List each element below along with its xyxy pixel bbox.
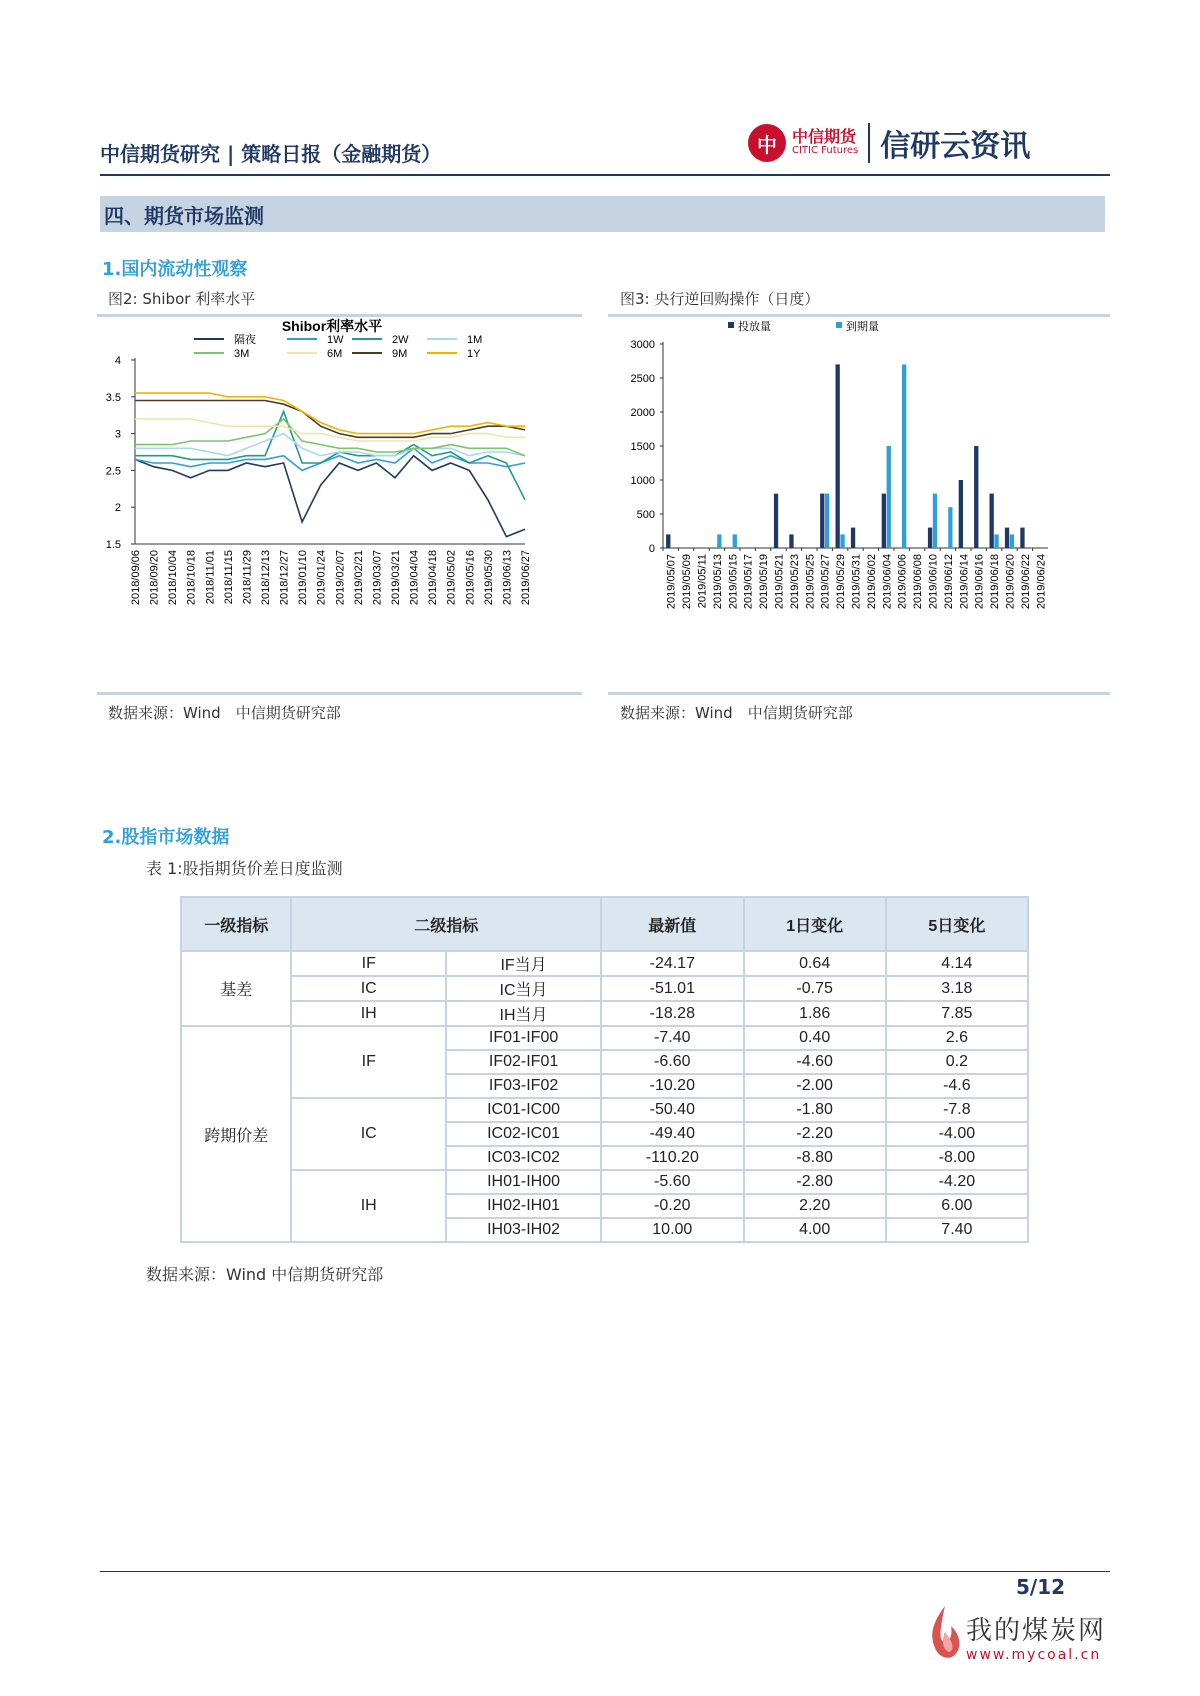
cell-latest: -49.40 bbox=[601, 1122, 743, 1146]
cell-latest: -5.60 bbox=[601, 1170, 743, 1194]
legend-label: 到期量 bbox=[846, 321, 879, 333]
cell-contract: IC03-IC02 bbox=[446, 1146, 601, 1170]
cell-1d: 4.00 bbox=[744, 1218, 886, 1242]
cell-contract: IF02-IF01 bbox=[446, 1050, 601, 1074]
x-tick-label: 2019/06/06 bbox=[896, 554, 909, 610]
logo bbox=[748, 120, 1030, 166]
cell-1d: 2.20 bbox=[744, 1194, 886, 1218]
cell-1d: 1.86 bbox=[744, 1001, 886, 1026]
cell-1d: -2.00 bbox=[744, 1074, 886, 1098]
table-row bbox=[181, 1098, 1028, 1122]
shibor-line-chart bbox=[97, 318, 582, 690]
x-tick-label: 2019/06/13 bbox=[501, 550, 514, 606]
bar bbox=[902, 364, 906, 548]
cell-latest: -110.20 bbox=[601, 1146, 743, 1170]
figure-2-caption: 图2: Shibor 利率水平 bbox=[108, 290, 256, 308]
x-tick-label: 2018/11/15 bbox=[222, 550, 235, 605]
cell-latest: -24.17 bbox=[601, 951, 743, 976]
bar bbox=[774, 494, 778, 548]
legend-swatch bbox=[836, 322, 842, 328]
y-tick-label: 3000 bbox=[630, 339, 655, 351]
bar bbox=[928, 528, 932, 548]
series-line bbox=[135, 434, 525, 456]
x-tick-label: 2019/05/23 bbox=[788, 554, 801, 610]
cell-index: IH bbox=[291, 1001, 446, 1026]
y-tick-label: 500 bbox=[636, 509, 655, 521]
cell-1d: 0.64 bbox=[744, 951, 886, 976]
x-tick-label: 2019/05/17 bbox=[742, 554, 755, 610]
cell-5d: 2.6 bbox=[886, 1026, 1028, 1050]
x-tick-label: 2018/12/27 bbox=[278, 550, 291, 606]
series-line bbox=[135, 412, 525, 500]
table-row bbox=[181, 951, 1028, 976]
section-title: 四、期货市场监测 bbox=[104, 204, 264, 228]
y-tick-label: 3.5 bbox=[105, 391, 121, 404]
cell-latest: -50.40 bbox=[601, 1098, 743, 1122]
bar bbox=[994, 534, 998, 548]
cell-1d: -2.80 bbox=[744, 1170, 886, 1194]
futures-spread-table bbox=[180, 896, 1029, 1243]
x-tick-label: 2019/06/27 bbox=[520, 550, 532, 606]
logo-company-en: CITIC Futures bbox=[792, 145, 859, 157]
bar bbox=[959, 480, 963, 548]
bar bbox=[1005, 528, 1009, 548]
cell-5d: -8.00 bbox=[886, 1146, 1028, 1170]
y-tick-label: 1000 bbox=[630, 475, 655, 487]
x-tick-label: 2019/02/21 bbox=[352, 550, 365, 606]
x-tick-label: 2019/06/02 bbox=[865, 554, 878, 610]
x-tick-label: 2019/06/12 bbox=[942, 554, 955, 610]
y-tick-label: 1.5 bbox=[105, 539, 121, 551]
figure-2-top-rule bbox=[97, 314, 582, 317]
y-tick-label: 2 bbox=[114, 502, 121, 515]
table-row bbox=[181, 976, 1028, 1001]
x-tick-label: 2019/05/07 bbox=[665, 554, 678, 610]
cell-contract: IH03-IH02 bbox=[446, 1218, 601, 1242]
x-tick-label: 2019/05/13 bbox=[711, 554, 724, 610]
cell-category: 基差 bbox=[181, 951, 291, 1026]
cell-5d: -4.20 bbox=[886, 1170, 1028, 1194]
cell-contract: IH当月 bbox=[446, 1001, 601, 1026]
bar bbox=[933, 494, 937, 548]
x-tick-label: 2018/09/06 bbox=[130, 550, 142, 606]
x-tick-label: 2018/11/29 bbox=[241, 550, 254, 605]
logo-company-cn: 中信期货 bbox=[792, 127, 857, 147]
x-tick-label: 2019/06/24 bbox=[1035, 554, 1048, 610]
x-tick-label: 2018/12/13 bbox=[260, 550, 272, 606]
x-tick-label: 2018/10/04 bbox=[167, 550, 180, 606]
x-tick-label: 2019/06/18 bbox=[989, 554, 1002, 610]
x-tick-label: 2019/06/20 bbox=[1004, 554, 1017, 610]
bar bbox=[974, 446, 978, 548]
x-tick-label: 2019/06/08 bbox=[912, 554, 925, 610]
x-tick-label: 2019/04/04 bbox=[408, 550, 421, 606]
x-tick-label: 2019/06/04 bbox=[881, 554, 894, 610]
cell-5d: 0.2 bbox=[886, 1050, 1028, 1074]
header-level1: 一级指标 bbox=[181, 897, 291, 951]
header-1d-change: 1日变化 bbox=[744, 897, 886, 951]
x-tick-label: 2019/01/10 bbox=[297, 550, 310, 606]
table-row bbox=[181, 1170, 1028, 1194]
table-row bbox=[181, 1001, 1028, 1026]
legend-label: 投放量 bbox=[738, 321, 771, 333]
cell-5d: 4.14 bbox=[886, 951, 1028, 976]
cell-1d: -0.75 bbox=[744, 976, 886, 1001]
header-latest: 最新值 bbox=[601, 897, 743, 951]
cell-latest: -7.40 bbox=[601, 1026, 743, 1050]
bar bbox=[820, 494, 824, 548]
table-source: 数据来源：Wind 中信期货研究部 bbox=[146, 1265, 384, 1284]
figure-3-bottom-rule bbox=[608, 692, 1110, 695]
watermark-url: www.mycoal.cn bbox=[966, 1647, 1102, 1663]
logo-separator bbox=[868, 123, 870, 163]
x-tick-label: 2019/05/16 bbox=[464, 550, 477, 606]
bar bbox=[1010, 534, 1014, 548]
cell-1d: -4.60 bbox=[744, 1050, 886, 1074]
cell-1d: 0.40 bbox=[744, 1026, 886, 1050]
x-tick-label: 2018/09/20 bbox=[148, 550, 161, 606]
x-tick-label: 2019/03/21 bbox=[390, 550, 402, 606]
bar bbox=[825, 494, 829, 548]
figure-3-caption: 图3: 央行逆回购操作（日度） bbox=[620, 290, 820, 308]
table-caption: 表 1:股指期货价差日度监测 bbox=[146, 859, 343, 878]
x-tick-label: 2019/05/30 bbox=[482, 550, 495, 606]
y-tick-label: 2000 bbox=[630, 407, 655, 419]
bar bbox=[882, 494, 886, 548]
x-tick-label: 2019/05/19 bbox=[758, 554, 771, 610]
cell-index: IF bbox=[291, 951, 446, 976]
x-tick-label: 2018/11/01 bbox=[204, 550, 217, 605]
footer-rule bbox=[100, 1571, 1110, 1572]
x-tick-label: 2019/06/16 bbox=[973, 554, 986, 610]
cell-5d: 6.00 bbox=[886, 1194, 1028, 1218]
bar bbox=[836, 364, 840, 548]
y-tick-label: 1500 bbox=[630, 441, 655, 453]
cell-5d: -7.8 bbox=[886, 1098, 1028, 1122]
x-tick-label: 2019/05/09 bbox=[681, 554, 694, 610]
cell-index: IC bbox=[291, 1098, 446, 1170]
bar bbox=[887, 446, 891, 548]
cell-index: IF bbox=[291, 1026, 446, 1098]
x-tick-label: 2019/04/18 bbox=[427, 550, 440, 606]
cell-1d: -1.80 bbox=[744, 1098, 886, 1122]
header-5d-change: 5日变化 bbox=[886, 897, 1028, 951]
x-tick-label: 2019/06/14 bbox=[958, 554, 971, 610]
legend-label: 隔夜 bbox=[234, 334, 256, 346]
watermark-text: 我的煤炭网 bbox=[966, 1616, 1107, 1646]
y-tick-label: 4 bbox=[114, 355, 121, 367]
x-tick-label: 2019/05/02 bbox=[445, 550, 458, 606]
logo-brand: 信研云资讯 bbox=[880, 129, 1031, 164]
x-tick-label: 2019/06/10 bbox=[927, 554, 940, 610]
cell-contract: IF01-IF00 bbox=[446, 1026, 601, 1050]
x-tick-label: 2019/05/27 bbox=[819, 554, 832, 610]
cell-latest: -0.20 bbox=[601, 1194, 743, 1218]
bar bbox=[851, 528, 855, 548]
legend-label: 1W bbox=[327, 334, 344, 346]
cell-5d: 3.18 bbox=[886, 976, 1028, 1001]
legend-label: 3M bbox=[234, 348, 250, 360]
cell-latest: -6.60 bbox=[601, 1050, 743, 1074]
cell-latest: 10.00 bbox=[601, 1218, 743, 1242]
x-tick-label: 2019/05/25 bbox=[804, 554, 817, 610]
page-number: 5/12 bbox=[1016, 1575, 1066, 1599]
table-header-row bbox=[181, 897, 1028, 951]
cell-index: IC bbox=[291, 976, 446, 1001]
header-divider bbox=[100, 174, 1110, 176]
bar bbox=[990, 494, 994, 548]
x-tick-label: 2019/03/07 bbox=[371, 550, 384, 606]
cell-contract: IF当月 bbox=[446, 951, 601, 976]
x-tick-label: 2019/06/22 bbox=[1019, 554, 1032, 610]
x-tick-label: 2019/05/31 bbox=[850, 554, 863, 610]
bar bbox=[717, 534, 721, 548]
y-tick-label: 3 bbox=[114, 428, 121, 441]
series-line bbox=[135, 419, 525, 456]
x-tick-label: 2018/10/18 bbox=[185, 550, 198, 606]
figure-2-source: 数据来源：Wind 中信期货研究部 bbox=[108, 704, 341, 722]
table-row bbox=[181, 1026, 1028, 1050]
bar bbox=[948, 507, 952, 548]
report-header: 中信期货研究 | 策略日报（金融期货） bbox=[100, 142, 442, 166]
legend-label: 6M bbox=[327, 348, 343, 360]
cell-latest: -10.20 bbox=[601, 1074, 743, 1098]
bar bbox=[666, 534, 670, 548]
series-line bbox=[135, 456, 525, 537]
subsection-title-index: 2.股指市场数据 bbox=[102, 827, 230, 848]
reverse-repo-bar-chart bbox=[608, 318, 1110, 690]
legend-label: 1Y bbox=[467, 348, 481, 360]
citic-logo-icon: 中 bbox=[748, 124, 786, 162]
bar bbox=[1020, 528, 1024, 548]
cell-5d: 7.40 bbox=[886, 1218, 1028, 1242]
x-tick-label: 2019/05/21 bbox=[773, 554, 786, 610]
logo-text bbox=[792, 129, 858, 156]
legend-label: 9M bbox=[392, 348, 408, 360]
bar bbox=[789, 534, 793, 548]
chart-title: Shibor利率水平 bbox=[281, 318, 383, 334]
y-tick-label: 2500 bbox=[630, 373, 655, 385]
cell-contract: IC当月 bbox=[446, 976, 601, 1001]
bar bbox=[840, 534, 844, 548]
y-tick-label: 0 bbox=[648, 543, 655, 555]
cell-contract: IH01-IH00 bbox=[446, 1170, 601, 1194]
series-line bbox=[135, 393, 525, 434]
legend-label: 2W bbox=[392, 334, 409, 346]
header-level2: 二级指标 bbox=[291, 897, 601, 951]
cell-1d: -2.20 bbox=[744, 1122, 886, 1146]
cell-contract: IC01-IC00 bbox=[446, 1098, 601, 1122]
x-tick-label: 2019/05/15 bbox=[727, 554, 740, 610]
cell-contract: IF03-IF02 bbox=[446, 1074, 601, 1098]
flame-logo-icon bbox=[925, 1602, 965, 1666]
cell-contract: IH02-IH01 bbox=[446, 1194, 601, 1218]
cell-5d: 7.85 bbox=[886, 1001, 1028, 1026]
cell-1d: -8.80 bbox=[744, 1146, 886, 1170]
cell-category: 跨期价差 bbox=[181, 1026, 291, 1242]
legend-swatch bbox=[728, 322, 734, 328]
bar bbox=[733, 534, 737, 548]
x-tick-label: 2019/05/29 bbox=[835, 554, 848, 610]
legend-label: 1M bbox=[467, 334, 483, 346]
cell-latest: -51.01 bbox=[601, 976, 743, 1001]
y-tick-label: 2.5 bbox=[105, 465, 121, 478]
cell-latest: -18.28 bbox=[601, 1001, 743, 1026]
subsection-title-liquidity: 1.国内流动性观察 bbox=[102, 259, 248, 280]
cell-index: IH bbox=[291, 1170, 446, 1242]
figure-3-source: 数据来源：Wind 中信期货研究部 bbox=[620, 704, 853, 722]
figure-3-top-rule bbox=[608, 314, 1110, 317]
x-tick-label: 2019/05/11 bbox=[696, 554, 709, 609]
x-tick-label: 2019/01/24 bbox=[315, 550, 328, 606]
watermark bbox=[966, 1610, 1106, 1663]
figure-2-bottom-rule bbox=[97, 692, 582, 695]
cell-5d: -4.00 bbox=[886, 1122, 1028, 1146]
x-tick-label: 2019/02/07 bbox=[334, 550, 347, 606]
cell-contract: IC02-IC01 bbox=[446, 1122, 601, 1146]
cell-5d: -4.6 bbox=[886, 1074, 1028, 1098]
